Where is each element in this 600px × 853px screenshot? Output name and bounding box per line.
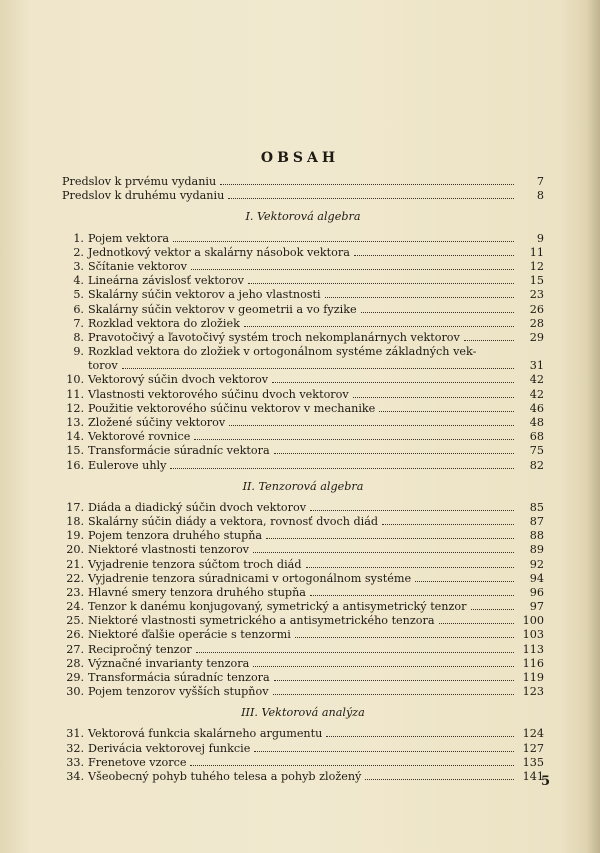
dot-leader (464, 339, 514, 341)
toc-entry-number: 4. (73, 274, 84, 288)
toc-entry-text: Použitie vektorového súčinu vektorov v mechanike (88, 401, 376, 415)
toc-entry (62, 174, 544, 188)
toc-entry-text: Hlavné smery tenzora druhého stupňa (88, 585, 306, 599)
toc-entry-page: 82 (529, 458, 544, 472)
toc-entry-page: 89 (529, 543, 544, 557)
toc-entry-number: 25. (66, 614, 84, 628)
toc-entry-text: Diáda a diadický súčin dvoch vektorov (88, 500, 307, 514)
toc-entry-page: 141 (522, 769, 544, 783)
toc-entry-number: 3. (73, 259, 84, 273)
dot-leader (354, 254, 514, 256)
toc-entry-number: 16. (66, 458, 84, 472)
toc-entry-number: 20. (66, 543, 84, 557)
toc-entry-text: Pravotočivý a ľavotočivý systém troch nekomplanárnych vektorov (88, 330, 460, 344)
dot-leader (274, 679, 514, 681)
toc-entry (62, 755, 544, 769)
toc-entry (62, 726, 544, 740)
toc-entry-page: 7 (536, 175, 544, 189)
dot-leader (365, 778, 514, 780)
toc-entry (62, 188, 544, 202)
toc-entry-text: Niektoré vlastnosti tenzorov (88, 543, 249, 557)
toc-entry-text: Význačné invarianty tenzora (88, 656, 250, 670)
toc-entry-page: 119 (522, 671, 544, 684)
toc-entry-text: Zložené súčiny vektorov (88, 416, 226, 429)
toc-entry-text: Vektorová funkcia skalárneho argumentu (88, 727, 323, 741)
toc-entry (62, 245, 544, 259)
toc-entry-number: 10. (66, 373, 84, 387)
toc-entry-page: 11 (529, 245, 544, 259)
section-heading: III. Vektorová analýza (241, 706, 365, 720)
toc-entry-number: 1. (73, 231, 84, 245)
toc-entry-page: 12 (529, 259, 544, 273)
toc-entry (62, 415, 544, 429)
toc-entry-page: 68 (529, 430, 544, 444)
toc-entry (62, 344, 544, 358)
section-heading: I. Vektorová algebra (245, 210, 361, 224)
toc-entry-text: Sčítanie vektorov (88, 259, 187, 273)
dot-leader (379, 410, 514, 412)
toc-entry-number: 30. (66, 685, 84, 699)
dot-leader (254, 750, 514, 752)
toc-entry (62, 740, 544, 754)
toc-entry (62, 656, 544, 670)
toc-entry-text: Transformácie súradníc vektora (88, 444, 270, 458)
dot-leader (191, 268, 514, 270)
toc-entry-text: Frenetove vzorce (88, 755, 187, 769)
toc-entry-number: 5. (73, 288, 84, 302)
toc-entry-number: 6. (73, 302, 84, 316)
toc-entry (62, 613, 544, 627)
toc-entry-page: 100 (522, 614, 544, 628)
toc-entry-number: 33. (66, 755, 84, 769)
toc-entry-text: Niektoré vlastnosti symetrického a antisymetrického tenzora (88, 614, 435, 628)
dot-leader (382, 523, 514, 525)
toc-entry-number: 28. (66, 656, 84, 670)
toc-entry-text: Skalárny súčin diády a vektora, rovnosť dvoch diád (88, 514, 379, 528)
toc-entry-text: torov (88, 359, 118, 373)
toc-entry (62, 429, 544, 443)
dot-leader (274, 452, 514, 454)
dot-leader (272, 381, 514, 383)
toc-entry-page: 9 (536, 231, 544, 245)
dot-leader (244, 325, 514, 327)
toc-entry-number: 34. (66, 769, 84, 783)
page-title: OBSAH (260, 150, 340, 166)
toc-entry-page: 103 (522, 628, 544, 642)
toc-entry-page: 75 (529, 444, 544, 458)
toc-entry-number: 9. (73, 345, 84, 359)
toc-entry (62, 372, 544, 386)
dot-leader (326, 735, 514, 737)
toc-entry-number: 29. (66, 671, 84, 684)
toc-entry-text: Vyjadrenie tenzora súradnicami v ortogonálnom systéme (88, 571, 412, 585)
toc-entry-text: Jednotkový vektor a skalárny násobok vektora (88, 245, 350, 259)
toc-entry (62, 556, 544, 570)
dot-leader (228, 197, 514, 199)
toc-entry (62, 528, 544, 542)
dot-leader (190, 764, 514, 766)
toc-entry (62, 358, 544, 372)
toc-entry-page: 92 (529, 557, 544, 571)
toc-entry (62, 386, 544, 400)
dot-leader (439, 622, 514, 624)
toc-entry-text: Pojem tenzora druhého stupňa (88, 529, 263, 543)
toc-entry-page: 26 (529, 302, 544, 316)
dot-leader (122, 367, 514, 369)
toc-entry-number: 11. (66, 387, 84, 401)
toc-entry-number: 8. (73, 330, 84, 344)
dot-leader (229, 424, 514, 426)
dot-leader (194, 438, 514, 440)
dot-leader (295, 636, 514, 638)
toc-entry-number: 18. (66, 514, 84, 528)
section-heading: II. Tenzorová algebra (242, 479, 364, 493)
toc-entry-page: 42 (529, 387, 544, 401)
dot-leader (415, 580, 514, 582)
toc-entry-page: 28 (529, 316, 544, 330)
dot-leader (253, 551, 514, 553)
toc-entry (62, 542, 544, 556)
dot-leader (273, 693, 514, 695)
toc-entry-text: Všeobecný pohyb tuhého telesa a pohyb zložený (88, 769, 362, 783)
toc-entry-number: 15. (66, 444, 84, 458)
toc-entry-text: Eulerove uhly (88, 458, 167, 472)
toc-entry-page: 48 (529, 416, 544, 429)
toc-entry (62, 443, 544, 457)
section-entries (62, 230, 544, 471)
toc-entry (62, 670, 544, 684)
toc-entry-number: 31. (66, 727, 84, 741)
toc-entry-number: 21. (66, 557, 84, 571)
toc-entry (62, 599, 544, 613)
toc-entry-page: 31 (529, 359, 544, 373)
page-edge-shadow (586, 0, 600, 853)
toc-entry (62, 401, 544, 415)
toc-entry (62, 330, 544, 344)
toc-entry-text: Transformácia súradníc tenzora (88, 671, 270, 684)
toc-entry-page: 113 (522, 642, 544, 656)
dot-leader (220, 183, 514, 185)
toc-entry-text: Recipročný tenzor (88, 642, 192, 656)
toc-entry-page: 116 (522, 656, 544, 670)
toc-entry-number: 2. (73, 245, 84, 259)
toc-entry-number: 22. (66, 571, 84, 585)
dot-leader (196, 651, 514, 653)
dot-leader (248, 282, 514, 284)
toc-entry-text: Lineárna závislosť vektorov (88, 274, 244, 288)
toc-entry-number: 24. (66, 600, 84, 614)
toc-entry-page: 97 (529, 600, 544, 614)
toc-entry-number: 27. (66, 642, 84, 656)
toc-entry-text: Rozklad vektora do zložiek v ortogonálnom systéme základných vek- (88, 345, 477, 359)
toc-entry (62, 273, 544, 287)
toc-entry-text: Vektorový súčin dvoch vektorov (88, 373, 269, 387)
toc-entry (62, 230, 544, 244)
toc-entry-page: 123 (522, 685, 544, 699)
dot-leader (253, 665, 514, 667)
toc-entry-text: Tenzor k danému konjugovaný, symetrický a antisymetrický tenzor (88, 600, 467, 614)
toc-entry-text: Pojem vektora (88, 231, 170, 245)
dot-leader (173, 240, 514, 242)
toc-entry (62, 301, 544, 315)
toc-entry-number: 13. (66, 416, 84, 429)
toc-entry (62, 259, 544, 273)
toc-entry (62, 316, 544, 330)
toc-entry-text: Vlastnosti vektorového súčinu dvoch vektorov (88, 387, 349, 401)
dot-leader (310, 509, 514, 511)
toc-entry-text: Predslov k druhému vydaniu (62, 189, 225, 203)
toc-entry (62, 627, 544, 641)
toc-entry (62, 585, 544, 599)
section-entries (62, 726, 544, 783)
toc-entry-number: 26. (66, 628, 84, 642)
toc-entry-number: 23. (66, 585, 84, 599)
dot-leader (266, 537, 514, 539)
toc-entry-page: 94 (529, 571, 544, 585)
toc-entry-text: Niektoré ďalšie operácie s tenzormi (88, 628, 291, 642)
dot-leader (471, 608, 515, 610)
toc-entry-page: 29 (529, 330, 544, 344)
toc-entry-page: 88 (529, 529, 544, 543)
page-number: 5 (540, 774, 550, 789)
toc-entry (62, 769, 544, 783)
toc-entry-number: 14. (66, 430, 84, 444)
toc-entry-page: 8 (536, 189, 544, 203)
toc-entry (62, 514, 544, 528)
toc-entry-text: Predslov k prvému vydaniu (62, 175, 217, 189)
toc-entry-text: Vektorové rovnice (88, 430, 191, 444)
toc-entry-text: Rozklad vektora do zložiek (88, 316, 240, 330)
toc-entry-number: 19. (66, 529, 84, 543)
toc-entry (62, 457, 544, 471)
toc-entry-page: 96 (529, 585, 544, 599)
dot-leader (361, 311, 514, 313)
dot-leader (353, 396, 514, 398)
toc-entry-page: 135 (522, 755, 544, 769)
toc-entry-page: 127 (522, 741, 544, 755)
toc-entry-page: 124 (522, 727, 544, 741)
toc-entry-text: Skalárny súčin vektorov a jeho vlastnosti (88, 288, 321, 302)
toc-entry-page: 42 (529, 373, 544, 387)
toc-entry-number: 7. (73, 316, 84, 330)
toc-entry-text: Derivácia vektorovej funkcie (88, 741, 251, 755)
toc-entry-page: 15 (529, 274, 544, 288)
toc-entry (62, 641, 544, 655)
toc-entry-text: Vyjadrenie tenzora súčtom troch diád (88, 557, 302, 571)
table-of-contents (62, 174, 544, 783)
toc-entry-number: 12. (66, 401, 84, 415)
toc-entry (62, 500, 544, 514)
toc-entry-page: 23 (529, 288, 544, 302)
toc-entry-number: 32. (66, 741, 84, 755)
dot-leader (306, 566, 515, 568)
dot-leader (325, 296, 514, 298)
toc-entry-number: 17. (66, 500, 84, 514)
dot-leader (170, 467, 514, 469)
toc-entry (62, 571, 544, 585)
section-entries (62, 500, 544, 699)
toc-entry-text: Skalárny súčin vektorov v geometrii a vo fyzike (88, 302, 357, 316)
toc-entry-text: Pojem tenzorov vyšších stupňov (88, 685, 269, 699)
toc-entry (62, 287, 544, 301)
toc-entry-page: 46 (529, 401, 544, 415)
toc-entry-page: 87 (529, 514, 544, 528)
toc-entry (62, 684, 544, 698)
toc-entry-page: 85 (529, 500, 544, 514)
dot-leader (310, 594, 514, 596)
